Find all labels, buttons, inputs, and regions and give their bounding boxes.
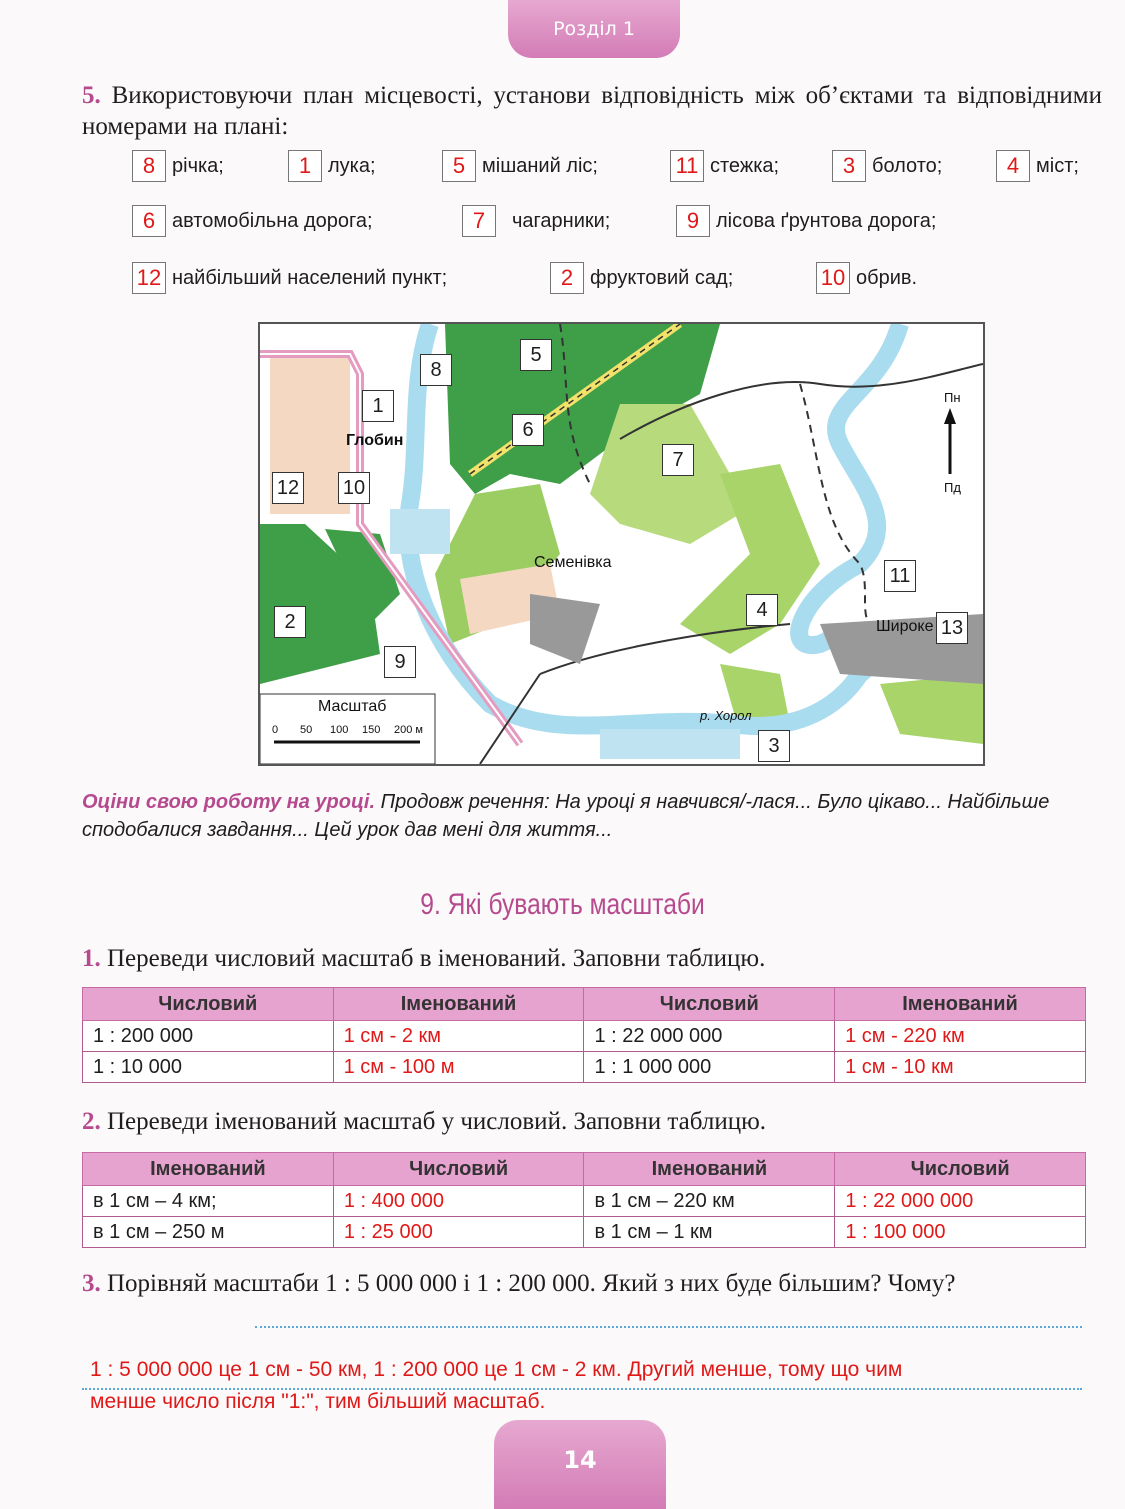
table-row xyxy=(83,1021,1086,1052)
evaluation-text: Продовж речення: На уроці я навчився/-лася... Було цікаво... Найбільше сподобалися завдання... Цей урок дав мені для життя... xyxy=(82,791,1050,841)
table-cell: 1 : 10 000 xyxy=(83,1052,334,1083)
task-text: Порівняй масштаби 1 : 5 000 000 і 1 : 200 000. Який з них буде більшим? Чому? xyxy=(107,1270,956,1297)
table-header: Числовий xyxy=(584,988,835,1021)
table-cell: в 1 см – 220 км xyxy=(584,1186,835,1217)
answer-box[interactable]: 4 xyxy=(996,150,1030,182)
answer-box[interactable]: 12 xyxy=(132,262,166,294)
map-label-6: 6 xyxy=(512,414,544,446)
scale-tick: 0 xyxy=(272,724,279,736)
answer-box[interactable]: 11 xyxy=(670,150,704,182)
item-label: лісова ґрунтова дорога; xyxy=(716,209,937,232)
answer-box[interactable]: 3 xyxy=(832,150,866,182)
task2-prompt xyxy=(82,1106,766,1137)
match-item xyxy=(832,150,942,182)
table-header: Числовий xyxy=(333,1153,584,1186)
swamp-left xyxy=(390,509,450,554)
answer-box[interactable]: 9 xyxy=(676,205,710,237)
item-label: чагарники; xyxy=(512,209,611,232)
match-item xyxy=(132,262,447,294)
answer-box[interactable]: 5 xyxy=(442,150,476,182)
match-item xyxy=(132,150,224,182)
task-number: 3. xyxy=(82,1270,101,1297)
map-label-9: 9 xyxy=(384,646,416,678)
scale-tick: 200 м xyxy=(394,724,423,736)
answer-box[interactable]: 6 xyxy=(132,205,166,237)
table-cell: в 1 см – 250 м xyxy=(83,1217,334,1248)
item-label: обрив. xyxy=(856,266,918,289)
table-header: Числовий xyxy=(83,988,334,1021)
match-item xyxy=(288,150,376,182)
table-header: Іменований xyxy=(83,1153,334,1186)
answer-box[interactable]: 1 xyxy=(288,150,322,182)
answer-cell[interactable]: 1 см - 2 км xyxy=(333,1021,584,1052)
map-label-5: 5 xyxy=(520,339,552,371)
table-cell: 1 : 200 000 xyxy=(83,1021,334,1052)
item-label: лука; xyxy=(328,154,376,177)
task-text: Використовуючи план місцевості, установи відповідність між об’єктами та відповідними номерами на плані: xyxy=(82,82,1103,140)
answer-dotted-line xyxy=(255,1326,1082,1328)
map-label-2: 2 xyxy=(274,606,306,638)
task-number: 1. xyxy=(82,945,101,972)
table-cell: 1 : 22 000 000 xyxy=(584,1021,835,1052)
answer-cell[interactable]: 1 см - 220 км xyxy=(835,1021,1086,1052)
item-label: найбільший населений пункт; xyxy=(172,266,448,289)
match-item xyxy=(816,262,917,294)
map-label-13: 13 xyxy=(936,612,968,644)
task1-prompt xyxy=(82,943,765,974)
item-label: болото; xyxy=(872,154,943,177)
answer-box[interactable]: 7 xyxy=(462,205,496,237)
page-number-tab xyxy=(494,1420,666,1509)
item-label: річка; xyxy=(172,154,224,177)
task-text: Переведи числовий масштаб в іменований. Заповни таблицю. xyxy=(107,945,766,972)
task3-prompt xyxy=(82,1268,1086,1299)
named-to-numeric-table xyxy=(82,1152,1086,1248)
page-number: 14 xyxy=(563,1445,597,1474)
task-text: Переведи іменований масштаб у числовий. Заповни таблицю. xyxy=(107,1108,767,1135)
self-evaluation xyxy=(82,788,1082,844)
scale-tick: 50 xyxy=(300,724,313,736)
table-cell: в 1 см – 4 км; xyxy=(83,1186,334,1217)
table-header: Іменований xyxy=(835,988,1086,1021)
answer-cell[interactable]: 1 : 25 000 xyxy=(333,1217,584,1248)
scale-title: Масштаб xyxy=(318,698,387,715)
map-label-12: 12 xyxy=(272,472,304,504)
scale-tick: 150 xyxy=(362,724,381,736)
section-tab xyxy=(508,0,680,58)
south-label: Пд xyxy=(944,480,961,495)
match-item xyxy=(670,150,779,182)
table-header: Іменований xyxy=(584,1153,835,1186)
answer-box[interactable]: 2 xyxy=(550,262,584,294)
answer-box[interactable]: 10 xyxy=(816,262,850,294)
match-item xyxy=(996,150,1079,182)
numeric-to-named-table xyxy=(82,987,1086,1083)
answer-cell[interactable]: 1 см - 100 м xyxy=(333,1052,584,1083)
task3-answer-line1[interactable]: 1 : 5 000 000 це 1 см - 50 км, 1 : 200 000 це 1 см - 2 км. Другий менше, тому що чим xyxy=(90,1358,903,1381)
item-label: міст; xyxy=(1036,154,1079,177)
map-label-7: 7 xyxy=(662,444,694,476)
match-item xyxy=(132,205,373,237)
item-label: стежка; xyxy=(710,154,780,177)
table-header: Числовий xyxy=(835,1153,1086,1186)
town-label-shyroke: Широке xyxy=(876,618,934,635)
swamp-bottom xyxy=(600,729,740,759)
answer-cell[interactable]: 1 : 400 000 xyxy=(333,1186,584,1217)
answer-cell[interactable]: 1 : 100 000 xyxy=(835,1217,1086,1248)
match-item xyxy=(550,262,733,294)
town-label-semenivka: Семенівка xyxy=(534,554,612,571)
item-label: мішаний ліс; xyxy=(482,154,598,177)
river-label: р. Хорол xyxy=(700,708,752,723)
map-label-1: 1 xyxy=(362,390,394,422)
item-label: фруктовий сад; xyxy=(590,266,734,289)
lesson-title: 9. Які бувають масштаби xyxy=(420,888,705,921)
match-item xyxy=(442,150,598,182)
answer-cell[interactable]: 1 : 22 000 000 xyxy=(835,1186,1086,1217)
task-number: 2. xyxy=(82,1108,101,1135)
match-item xyxy=(462,205,610,237)
terrain-map xyxy=(258,322,985,766)
map-label-10: 10 xyxy=(338,472,370,504)
section-label: Розділ 1 xyxy=(553,18,635,40)
evaluation-lead: Оціни свою роботу на уроці. xyxy=(82,791,376,813)
table-row xyxy=(83,1052,1086,1083)
north-label: Пн xyxy=(944,390,961,405)
table-row xyxy=(83,1217,1086,1248)
table-header: Іменований xyxy=(333,988,584,1021)
answer-cell[interactable]: 1 см - 10 км xyxy=(835,1052,1086,1083)
task-number: 5. xyxy=(82,82,101,109)
task3-answer-line2[interactable]: менше число після "1:", тим більший масштаб. xyxy=(90,1390,546,1413)
map-label-11: 11 xyxy=(884,560,916,592)
map-label-3: 3 xyxy=(758,730,790,762)
match-item xyxy=(676,205,936,237)
item-label: автомобільна дорога; xyxy=(172,209,373,232)
table-cell: в 1 см – 1 км xyxy=(584,1217,835,1248)
task5-prompt xyxy=(82,80,1102,142)
table-cell: 1 : 1 000 000 xyxy=(584,1052,835,1083)
scale-tick: 100 xyxy=(330,724,349,736)
map-label-8: 8 xyxy=(420,354,452,386)
table-row xyxy=(83,1186,1086,1217)
map-label-4: 4 xyxy=(746,594,778,626)
town-label-globyn: Глобин xyxy=(346,432,404,449)
answer-box[interactable]: 8 xyxy=(132,150,166,182)
